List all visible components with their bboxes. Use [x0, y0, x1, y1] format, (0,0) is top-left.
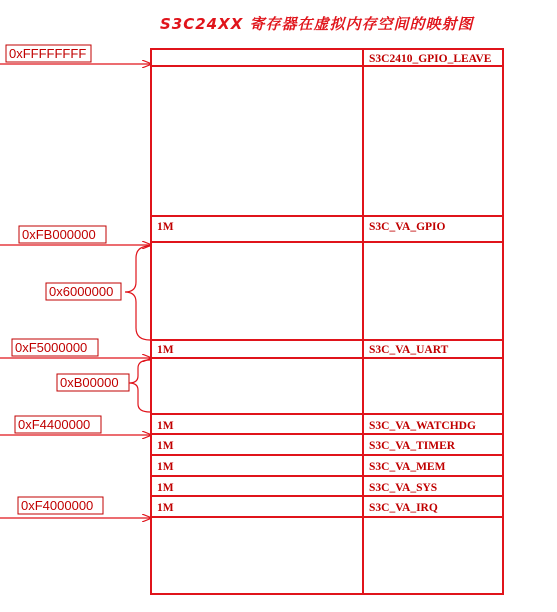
row-name: S3C_VA_WATCHDG: [369, 420, 476, 432]
address-label: 0xF4400000: [18, 417, 91, 432]
row-name: S3C_VA_IRQ: [369, 502, 438, 514]
address-label: 0x6000000: [49, 284, 114, 299]
row-size: 1M: [157, 461, 174, 473]
diagram-title: S3C24XX 寄存器在虚拟内存空间的映射图: [160, 15, 474, 33]
row-size: 1M: [157, 344, 174, 356]
address-label: 0xB00000: [60, 375, 119, 390]
address-label: 0xF5000000: [15, 340, 88, 355]
row-size: 1M: [157, 482, 174, 494]
row-size: 1M: [157, 221, 174, 233]
row-name: S3C_VA_GPIO: [369, 221, 446, 233]
row-size: 1M: [157, 420, 174, 432]
address-label: 0xFB000000: [22, 227, 96, 242]
size-brace: [129, 360, 150, 412]
address-label: 0xFFFFFFFF: [9, 46, 87, 61]
row-name: S3C_VA_TIMER: [369, 440, 456, 452]
memory-map-frame: [151, 49, 503, 594]
row-name: S3C_VA_MEM: [369, 461, 446, 473]
row-name: S3C_VA_SYS: [369, 482, 438, 494]
row-size: 1M: [157, 502, 174, 514]
row-name: S3C_VA_UART: [369, 344, 449, 356]
address-label: 0xF4000000: [21, 498, 94, 513]
row-name: S3C2410_GPIO_LEAVE: [369, 53, 492, 65]
row-size: 1M: [157, 440, 174, 452]
size-brace: [125, 246, 150, 340]
